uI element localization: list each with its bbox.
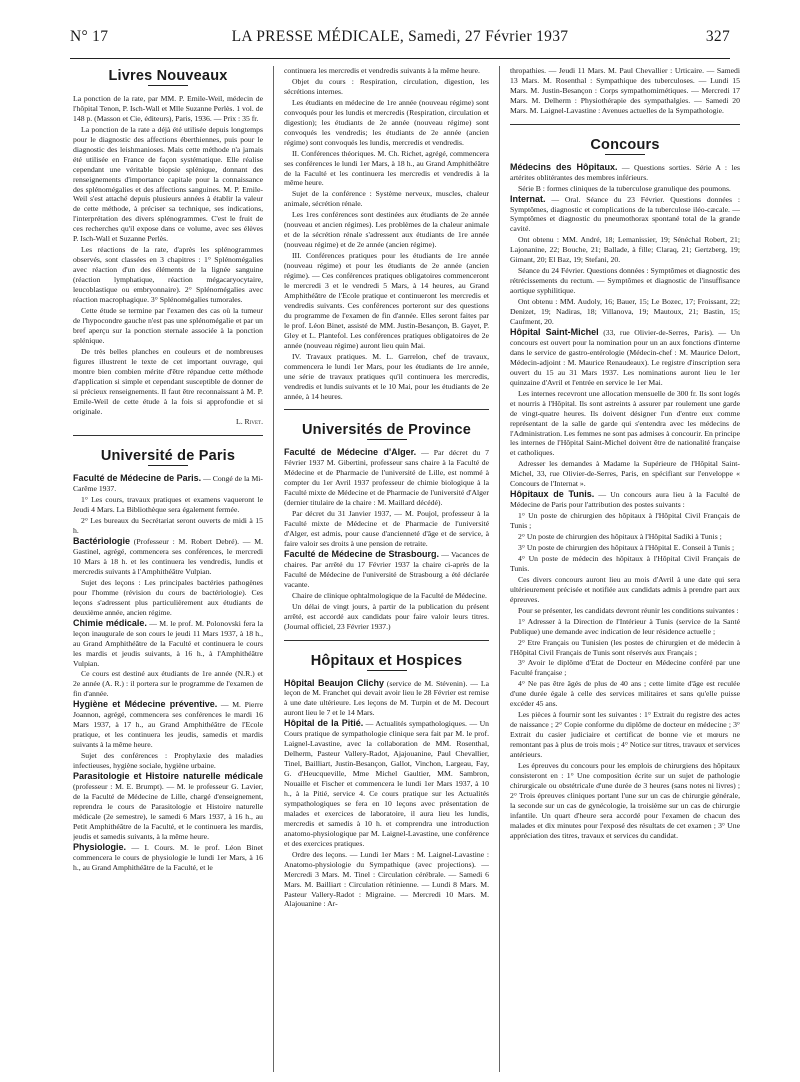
notice-heading: Parasitologie et Histoire naturelle médicale xyxy=(73,771,263,781)
notice xyxy=(284,679,489,719)
section-title-concours: Concours xyxy=(590,136,660,153)
paragraph: 1° Les cours, travaux pratiques et examens vaqueront le Jeudi 4 Mars. La Bibliothèque sera également fermée. xyxy=(73,495,263,515)
paragraph: Les pièces à fournir sont les suivantes : 1° Extrait du registre des actes de naissance ; 2° Copie conforme du diplôme de docteur en médecine ; 3° Extrait du casier judiciaire et certificat de bonne vie et mœurs ne remontant pas à plus de trois mois ; 4° Notice sur titres, travaux et services antérieurs. xyxy=(510,710,740,760)
paragraph: Ce cours est destiné aux étudiants de 1re année (N.R.) et 2e année (A. R.) : il portera sur le programme de l'examen de fin d'année. xyxy=(73,669,263,699)
paragraph: Les épreuves du concours pour les emplois de chirurgiens des hôpitaux consisteront en : 1° Une composition écrite sur un sujet de pathologie chirurgicale ou obstétricale d'une durée de 3 heures (sans notes ni livres) ; 2° Trois épreuves cliniques portant l'une sur un cas de chirurgie générale, la seconde sur un cas de gynécologie, la troisième sur un cas de chirurgie infantile. Un quart d'heure sera accordé pour l'examen de chacun des malades et dix minutes pour l'exposé des résultats de cet examen ; 3° Une appréciation des titres, travaux et services du candidat. xyxy=(510,761,740,840)
paragraph: Ont obtenu : MM. André, 18; Lemanissier, 19; Sénéchal Robert, 21; Lajonanine, 22; Bouche, 21; Ballade, à fille; Claraq, 21; Gertzberg, 19; Gimant, 20; El Baz, 19; Stefani, 20. xyxy=(510,235,740,265)
page-number: 327 xyxy=(705,28,730,45)
paragraph: Séance du 24 Février. Questions données : Symptômes et diagnostic des rétrécissements du rectum. — Symptômes et diagnostic de l'insuffisance aortique syphilitique. xyxy=(510,266,740,296)
notice xyxy=(510,328,740,388)
notice xyxy=(73,772,263,842)
column-3 xyxy=(510,66,740,1072)
notice xyxy=(510,195,740,235)
journal-title: LA PRESSE MÉDICALE, Samedi, 27 Février 1937 xyxy=(231,28,569,45)
notice-text: — Par décret du 7 Février 1937 M. Gibertini, professeur sans chaire à la Faculté de Médecine et de Pharmacie de l'université de Lille, est nommé à compter du 1er Avril 1937 professeur de chimie biologique à la Faculté mixte de Médecine et de Pharmacie de l'université d'Alger (dernier titulaire de la chaire : M. Maillard décédé). xyxy=(284,448,489,508)
notice-text: — Un concours aura lieu à la Faculté de Médecine de Paris pour l'attribution des postes suivants : xyxy=(510,490,740,510)
running-header xyxy=(70,28,730,58)
notice-text: (33, rue Olivier-de-Serres, Paris). — Un concours est ouvert pour la nomination pour un an aux fonctions d'interne dans le service de gastro-entérologie (Médecin-chef : M. Maurice Delort, Médecin-adjoint : M. Maurice Renaudeaux). Le registre d'inscription sera ouvert du 15 au 31 Mars 1937. Les nominations auront lieu le 1er quinzaine d'Avril et l'entrée en service le 1er Mai. xyxy=(510,327,740,387)
paragraph: Sujet des conférences : Prophylaxie des maladies infectieuses, hygiène sociale, hygiène urbaine. xyxy=(73,751,263,771)
book-reference: La ponction de la rate, par MM. P. Emile-Weil, médecin de l'hôpital Tenon, P. Isch-Wall et Mlle Suzanne Perlès. 1 vol. de 148 p. (Masson et Cie, éditeurs), Paris, 1936. — Prix : 35 fr. xyxy=(73,93,263,123)
section-divider xyxy=(73,435,263,446)
notice-heading: Internat. xyxy=(510,193,546,204)
issue-number: N° 17 xyxy=(70,28,109,45)
paragraph: Pour se présenter, les candidats devront réunir les conditions suivantes : xyxy=(518,605,739,615)
paragraph: Les étudiants en médecine de 1re année (nouveau régime) sont convoqués pour les lundis et mercredis (Respiration, circulation et digestion); les étudiants de 2e année (nouveau régime) sont convoqués les vendredis; les étudiants de 2e année (ancien régime) sont convoqués les lundis, mercredis et vendredis. xyxy=(284,97,489,147)
notice-heading: Hôpitaux de Tunis. xyxy=(510,489,595,500)
notice xyxy=(510,490,740,510)
paragraph: continuera les mercredis et vendredis suivants à la même heure. xyxy=(284,66,480,75)
notice-text: — Congé de la Mi-Carême 1937. xyxy=(73,474,263,494)
paragraph: 2° Un poste de chirurgien des hôpitaux à l'Hôpital Sadiki à Tunis ; xyxy=(518,532,722,542)
paragraph: Chaire de clinique ophtalmologique de la Faculté de Médecine. xyxy=(292,590,487,600)
column-divider xyxy=(273,66,274,1072)
header-rule xyxy=(70,58,730,59)
paragraph: Par décret du 31 Janvier 1937, — M. Poujol, professeur à la Faculté mixte de Médecine et de Pharmacie de l'université d'Alger, est admis, pour cause d'ancienneté d'âge et de service, à faire valoir ses droits à une pension de retraite. xyxy=(284,509,489,548)
paragraph: 3° Un poste de chirurgien des hôpitaux à l'Hôpital E. Conseil à Tunis ; xyxy=(518,542,735,552)
notice-text: (Professeur : M. Robert Debré). — M. Gastinel, agrégé, commencera ses conférences, le mercredi 10 Mars à 18 h. et les continuera les vendredis, lundis et mercredis suivants à l'Amphithéâtre Vulpian. xyxy=(73,537,263,576)
paragraph: IV. Travaux pratiques. M. L. Garrelon, chef de travaux, commencera le lundi 1er Mars, pour les étudiants de 1re année, une série de travaux pratiques qu'il continuera les mercredis, vendredis et lundis suivants et le 10 Mai, pour les étudiants de 2e année, à 14 heures. xyxy=(284,351,489,401)
section-divider xyxy=(510,124,740,135)
paragraph: 1° Adresser à la Direction de l'Intérieur à Tunis (service de la Santé Publique) une demande avec indication de leur résidence actuelle ; xyxy=(510,616,740,636)
notice xyxy=(73,537,263,577)
notice xyxy=(73,843,263,873)
notice xyxy=(73,474,263,494)
paragraph: 2° Etre Français ou Tunisien (les postes de chirurgien et de médecin à l'Hôpital Civil Français de Tunis sont réservés aux Français ; xyxy=(510,637,740,657)
paragraph: 1° Un poste de chirurgien des hôpitaux à l'Hôpital Civil Français de Tunis ; xyxy=(510,511,740,531)
notice-text: — Actualités sympathologiques. — Un Cours pratique de sympathologie clinique sera fait par M. le prof. Laignel-Lavastine, avec la collaboration de MM. Rosenthal, Delherm, Pasteur Vallery-Radot, Ajajouanine, Paul Chevallier, Tinel, Bailliart, Justin-Besançon, Gallot, Vinchon, Largeau, Fay, G. d'Heucqueville, Mme Michel Gaultier, MM. Sambron, Nouaille et Fischer et commencera le lundi 1er Mars 1937, à 10 h., à la Pitié, service 4. Ce cours pratique sur les Actualités sympathologiques se fera en 10 leçons avec présentation de malades et exercices de laboratoire, il aura lieu les lundis, mercredis et samedis à 10 h. et comprendra une introduction anatomo-physiologique par M. Laignel-Lavastine, une conférence et des exercices pratiques. xyxy=(284,719,489,848)
notice-text: — Vacances de chaires. Par arrêté du 17 Février 1937 la chaire ci-après de la Faculté de Médecine de l'université de Strasbourg a été déclarée vacante. xyxy=(284,549,489,589)
notice-heading: Chimie médicale. xyxy=(73,617,147,628)
section-divider xyxy=(284,640,489,651)
notice-heading: Faculté de Médecine d'Alger. xyxy=(284,447,417,458)
paragraph: II. Conférences théoriques. M. Ch. Richet, agrégé, commencera ses conférences le lundi 1er Mars, à 18 h., au Grand Amphithéâtre de la Faculté et les continuera les mercredis et vendredis à la même heure. xyxy=(284,148,489,188)
paragraph: La ponction de la rate a déjà été utilisée depuis longtemps pour le diagnostic des affections éberthiennes, puis pour le diagnostic des leishmanioses. Mais cette méthode n'a jamais été utilisée en France de façon systématique. Elle réalise cependant une véritable biopsie splénique, donnant des renseignements d'importance capitale pour la connaissance des splénomégalies et des affections sanguines. M. P. Emile-Weil s'est attaché depuis plusieurs années à établir la valeur de cette méthode, à préciser sa technique, ses indications, l'interprétation des divers splénogrammes. C'est le fruit de ces recherches qu'il expose dans ce volume, avec ses élèves P. Isch-Wall et Suzanne Perlès. xyxy=(73,124,263,244)
paragraph: 4° Ne pas être âgés de plus de 40 ans ; cette limite d'âge est reculée d'une durée égale à celle des services militaires et sans qu'elle puisse excéder 45 ans. xyxy=(510,679,740,709)
paragraph: Les 1res conférences sont destinées aux étudiants de 2e année (nouveau et ancien régimes). Les problèmes de la chaleur animale et de la sécrétion rénale s'adressent aux étudiants de 1re année (nouveau régime) et de 2e année (ancien régime). xyxy=(284,210,489,250)
paragraph: thropathies. — Jeudi 11 Mars. M. Paul Chevallier : Urticaire. — Samedi 13 Mars. M. Rosenthal : Sympathique des tuberculoses. — Lundi 15 Mars. M. Justin-Besançon : Corps sympathomimétiques. — Mercredi 17 Mars. M. Delherm : Physiothérapie des sympathalgies. — Samedi 20 Mars. M. Laignel-Lavastine : Avenues actuelles de la Sympathologie. xyxy=(510,66,740,115)
paragraph: Cette étude se termine par l'examen des cas où la tumeur de l'hypocondre gauche n'est pas une splénomégalie et par un bref aperçu sur la ponction sternale associée à la ponction splénique. xyxy=(73,305,263,345)
paragraph: Objet du cours : Respiration, circulation, digestion, les sécrétions internes. xyxy=(284,76,489,96)
columns xyxy=(73,66,740,1072)
paragraph: De très belles planches en couleurs et de nombreuses figures illustrent le texte de cet important ouvrage, qui montre bien combien mérite d'être répandue cette méthode d'application si simple et cependant susceptible de donner de si précieux renseignements. Il faut être reconnaissant à M. P. Emile-Weil de cette étude à la fois si approfondie et si originale. xyxy=(73,346,263,416)
paragraph: 3° Avoir le diplôme d'Etat de Docteur en Médecine conféré par une Faculté française ; xyxy=(510,658,740,678)
paragraph: Sujet de la conférence : Système nerveux, muscles, chaleur animale, sécrétion rénale. xyxy=(284,189,489,209)
notice-heading: Médecins des Hôpitaux. xyxy=(510,161,618,172)
paragraph: Les internes recevront une allocation mensuelle de 300 fr. Ils sont logés et nourris à l'Hôpital. Ils sont astreints à assurer par roulement une garde de vingt-quatre heures. Ils doivent désigner l'un d'entre eux comme représentant de la salle de garde qui s'entendra avec les médecins de l'Administration. Les femmes ne sont pas admises à concourir. En principe les internes de l'Hôpital Saint-Michel doivent être de nationalité française et catholiques. xyxy=(510,388,740,458)
column-2 xyxy=(284,66,489,1072)
column-divider xyxy=(499,66,500,1072)
paragraph: III. Conférences pratiques pour les étudiants de 1re année (nouveau régime) et pour les étudiants de 2e année (ancien régime). — Ces conférences pratiques obligatoires commenceront le mercredi 3 et le vendredi 5 Mars, à 14 heures, au Grand Amphithéâtre de l'Ecole pratique et continueront les mercredis et vendredis suivants. Ces conférences porteront sur des questions du programme de l'examen de fin d'année. Elles seront faites par le prof. Léon Binet, assisté de MM. Justin-Besançon, B. Gayet, P. Gley et L. Plantefol. Les conférences pratiques obligatoires de 2e année (nouveau régime) auront lieu quin Mai. xyxy=(284,251,489,350)
notice-heading: Hygiène et Médecine préventive. xyxy=(73,699,218,710)
notice xyxy=(73,619,263,669)
notice-text: (service de M. Stévenin). — La leçon de M. Franchet qui devait avoir lieu le 28 Février est remise à une date ultérieure. Les leçons de M. Turpin et de M. Decourt auront lieu le 7 et le 14 Mars. xyxy=(284,678,489,718)
notice xyxy=(284,448,489,508)
paragraph: Un délai de vingt jours, à partir de la publication du présent arrêté, est accordé aux candidats pour faire valoir leurs titres. (Journal officiel, 23 Février 1937.) xyxy=(284,601,489,631)
paragraph: Ces divers concours auront lieu au mois d'Avril à une date qui sera ultérieurement précisée et notifiée aux candidats admis à prendre part aux épreuves. xyxy=(510,574,740,604)
section-title-paris: Université de Paris xyxy=(100,448,236,465)
notice xyxy=(284,719,489,848)
title-rule xyxy=(367,670,407,671)
notice-text: — I. Cours. M. le prof. Léon Binet commencera le cours de physiologie le lundi 1er Mars, à 16 h., au Grand Amphithéâtre de la Faculté, et le xyxy=(73,842,263,872)
paragraph: 2° Les bureaux du Secrétariat seront ouverts de midi à 15 h. xyxy=(73,516,263,536)
notice-heading: Hôpital de la Pitié. xyxy=(284,718,364,729)
title-rule xyxy=(367,439,407,440)
title-rule xyxy=(605,154,645,155)
section-divider xyxy=(284,409,489,420)
paragraph: 4° Un poste de médecin des hôpitaux à l'Hôpital Civil Français de Tunis. xyxy=(510,553,740,573)
review-signature: L. Rivet. xyxy=(236,417,263,427)
notice xyxy=(284,550,489,590)
paragraph: Ordre des leçons. — Lundi 1er Mars : M. Laignel-Lavastine : Anatomo-physiologie du Sympathique (avec projections). — Mercredi 3 Mars. M. Tinel : Circulation cérébrale. — Samedi 6 Mars. M. Bailliart : Circulation rétinienne. — Lundi 8 Mars. M. Pasteur Vallery-Radot : Migraine. — Mercredi 10 Mars. M. Alajouanine : Ar- xyxy=(284,849,489,909)
column-1 xyxy=(73,66,263,1072)
paragraph: Ont obtenu : MM. Audoly, 16; Bauer, 15; Le Bozec, 17; Froissant, 22; Denizet, 19; Nadiras, 18; Villanova, 19; Mautoux, 21; Bastin, 15; Caufment, 20. xyxy=(510,297,740,327)
notice xyxy=(73,700,263,750)
section-title-livres: Livres Nouveaux xyxy=(108,68,228,84)
notice-text: — Oral. Séance du 23 Février. Questions données : Symptômes, diagnostic et complications de la tuberculose iléo-cæcale. — Symptômes et diagnostic du pneumothorax spontané total de la grande cavité. xyxy=(510,194,740,234)
title-rule xyxy=(148,465,188,466)
title-rule xyxy=(148,85,188,86)
notice-heading: Physiologie. xyxy=(73,841,127,852)
paragraph: Série B : formes cliniques de la tuberculose granulique des poumons. xyxy=(518,183,731,193)
notice xyxy=(510,163,740,183)
notice-heading: Faculté de Médecine de Strasbourg. xyxy=(284,548,440,559)
section-title-hopitaux: Hôpitaux et Hospices xyxy=(310,652,463,669)
notice-text: (professeur : M. E. Brumpt). — M. le professeur G. Lavier, de la Faculté de Médecine de Lille, chargé d'enseignement, reprendra le cours de Parasitologie et Histoire naturelle médicale (2e semestre), le samedi 6 Mars 1937, à 16 h., au Petit Amphithéâtre de la Faculté, et le continuera les mardis, jeudis et samedis suivants, à la même heure. xyxy=(73,781,263,841)
notice-heading: Hôpital Saint-Michel xyxy=(510,326,599,337)
notice-text: — M. le prof. M. Polonovski fera la leçon inaugurale de son cours le jeudi 11 Mars 1937, à 18 h., au Grand Amphithéâtre de la Faculté et continuera le cours les mardis et jeudis suivants, à 16 h., à l'Amphithéâtre Vulpian. xyxy=(73,618,263,668)
notice-heading: Faculté de Médecine de Paris. xyxy=(73,473,202,484)
notice-heading: Bactériologie xyxy=(73,536,131,547)
section-title-province: Universités de Province xyxy=(301,422,471,439)
notice-heading: Hôpital Beaujon Clichy xyxy=(284,677,384,688)
notice-text: — M. Pierre Joannon, agrégé, commencera ses conférences le mardi 16 Mars 1937, à 17 h., au Grand Amphithéâtre de l'Ecole pratique, et les continuera les jeudis, samedis et mardis suivants à la même heure. xyxy=(73,700,263,750)
notice-text: — Questions sorties. Série A : les artérites oblitérantes des membres inférieurs. xyxy=(510,162,740,182)
paragraph: Adresser les demandes à Madame la Supérieure de l'Hôpital Saint-Michel, 33, rue Olivier-de-Serres, Paris, en spécifiant sur l'enveloppe « Concours de l'Internat ». xyxy=(510,459,740,489)
paragraph: Les réactions de la rate, d'après les splénogrammes observés, sont classées en 3 chapitres : 1° Splénomégalies avec réaction d'un des éléments de la lignée sanguine (réaction lymphatique, réaction mégacaryocytaire, leucoblastique ou embryonnaire). 2° Splénomégalies avec réaction macrophagique. 3° Splénomégalies tumorales. xyxy=(73,245,263,305)
paragraph: Sujet des leçons : Les principales bactéries pathogènes pour l'homme (révision du cours de bactériologie). Ces leçons s'adressent plus particulièrement aux étudiants de deuxième année, ancien régime. xyxy=(73,577,263,617)
